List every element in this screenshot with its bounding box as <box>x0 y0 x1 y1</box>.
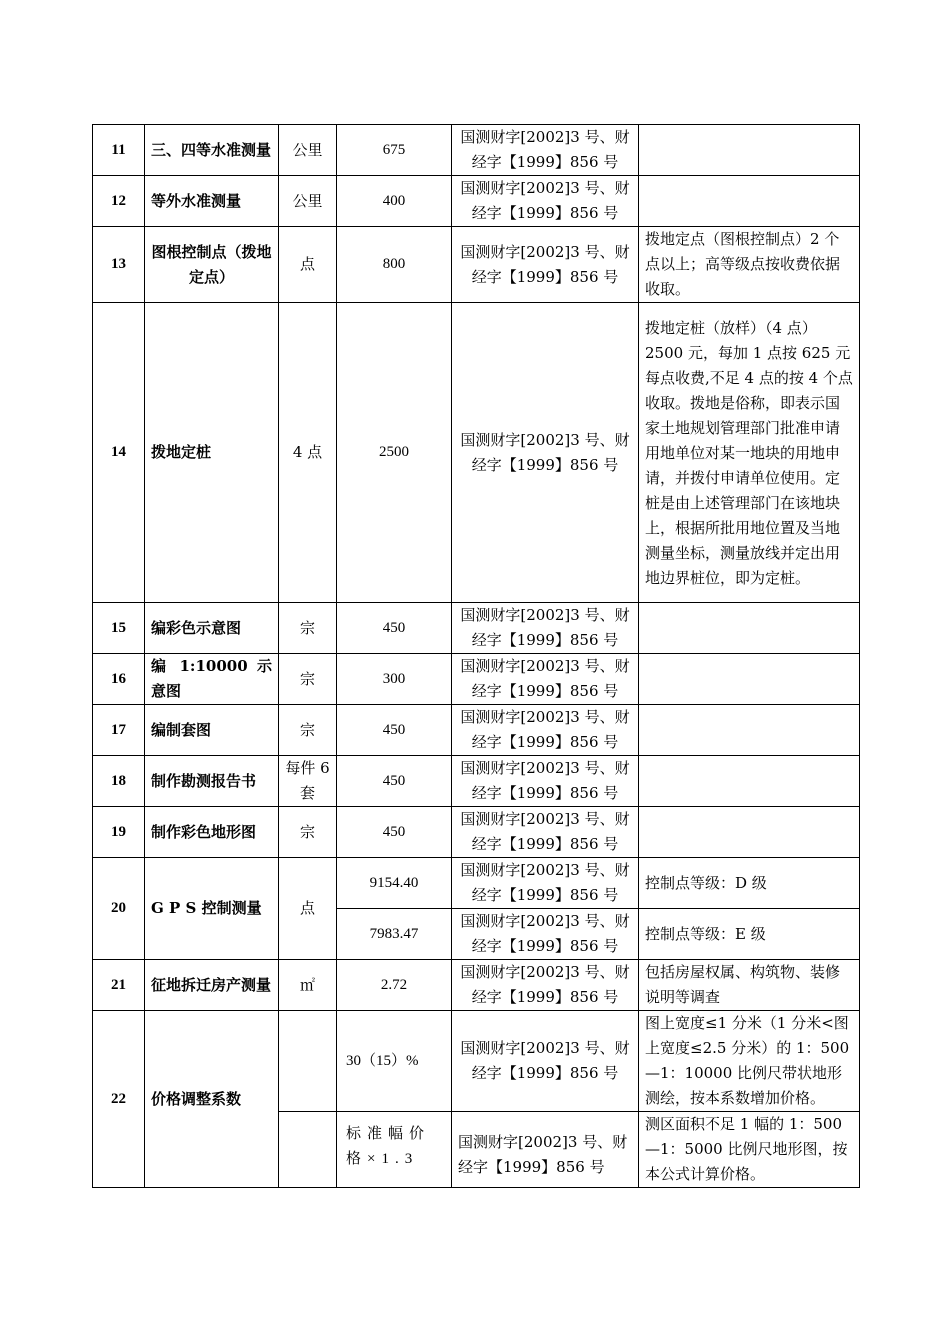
row-number: 20 <box>93 858 145 960</box>
unit: 宗 <box>279 603 337 654</box>
item-name: 图根控制点（拨地定点） <box>145 227 279 303</box>
price: 400 <box>337 176 452 227</box>
note: 控制点等级：E 级 <box>639 909 860 960</box>
row-number: 18 <box>93 756 145 807</box>
row-number: 22 <box>93 1011 145 1188</box>
price: 450 <box>337 756 452 807</box>
note <box>639 176 860 227</box>
unit: 宗 <box>279 654 337 705</box>
table-row <box>93 603 860 654</box>
item-name: G P S 控制测量 <box>145 858 279 960</box>
row-number: 19 <box>93 807 145 858</box>
note <box>639 654 860 705</box>
price: 675 <box>337 125 452 176</box>
table-row <box>93 227 860 303</box>
fee-basis: 国测财字[2002]3 号、财经字【1999】856 号 <box>452 1011 639 1112</box>
price: 2500 <box>337 303 452 603</box>
row-number: 12 <box>93 176 145 227</box>
unit: ㎡ <box>279 960 337 1011</box>
note: 拨地定点（图根控制点）2 个点以上；高等级点按收费依据收取。 <box>639 227 860 303</box>
item-name: 制作彩色地形图 <box>145 807 279 858</box>
fee-basis: 国测财字[2002]3 号、财经字【1999】856 号 <box>452 603 639 654</box>
note <box>639 705 860 756</box>
item-name: 价格调整系数 <box>145 1011 279 1188</box>
unit: 宗 <box>279 705 337 756</box>
note: 包括房屋权属、构筑物、装修说明等调查 <box>639 960 860 1011</box>
item-name: 等外水准测量 <box>145 176 279 227</box>
unit <box>279 1011 337 1112</box>
fee-basis: 国测财字[2002]3 号、财经字【1999】856 号 <box>452 227 639 303</box>
fee-basis: 国测财字[2002]3 号、财经字【1999】856 号 <box>452 807 639 858</box>
note: 拨地定桩（放样）（4 点）2500 元，每加 1 点按 625 元每点收费,不足 4 点的按 4 个点收取。拨地是俗称，即表示国家土地规划管理部门批准申请用地单位对某一地块的用地申请，并拨付申请单位使用。定桩是由上述管理部门在该地块上，根据所批用地位置及当地测量坐标，测量放线并定出用地边界桩位，即为定桩。 <box>639 303 860 603</box>
table-row <box>93 960 860 1011</box>
price: 30（15）% <box>337 1011 452 1112</box>
item-name: 制作勘测报告书 <box>145 756 279 807</box>
note <box>639 603 860 654</box>
row-number: 17 <box>93 705 145 756</box>
unit: 公里 <box>279 176 337 227</box>
fee-basis: 国测财字[2002]3 号、财经字【1999】856 号 <box>452 303 639 603</box>
note <box>639 125 860 176</box>
table-row <box>93 756 860 807</box>
item-name: 三、四等水准测量 <box>145 125 279 176</box>
price: 450 <box>337 807 452 858</box>
unit <box>279 1112 337 1188</box>
price: 800 <box>337 227 452 303</box>
fee-basis: 国测财字[2002]3 号、财经字【1999】856 号 <box>452 1112 639 1188</box>
table-row <box>93 858 860 909</box>
fee-basis: 国测财字[2002]3 号、财经字【1999】856 号 <box>452 960 639 1011</box>
row-number: 16 <box>93 654 145 705</box>
fee-basis: 国测财字[2002]3 号、财经字【1999】856 号 <box>452 909 639 960</box>
price: 2.72 <box>337 960 452 1011</box>
item-name: 编制套图 <box>145 705 279 756</box>
note <box>639 756 860 807</box>
unit: 4 点 <box>279 303 337 603</box>
item-name: 编 1:10000 示意图 <box>145 654 279 705</box>
price: 450 <box>337 603 452 654</box>
price: 7983.47 <box>337 909 452 960</box>
fee-basis: 国测财字[2002]3 号、财经字【1999】856 号 <box>452 125 639 176</box>
price: 300 <box>337 654 452 705</box>
table-row <box>93 1011 860 1112</box>
table-row <box>93 807 860 858</box>
note: 图上宽度≤1 分米（1 分米<图上宽度≤2.5 分米）的 1：500—1：10000 比例尺带状地形测绘，按本系数增加价格。 <box>639 1011 860 1112</box>
table-row <box>93 176 860 227</box>
row-number: 13 <box>93 227 145 303</box>
price: 450 <box>337 705 452 756</box>
row-number: 21 <box>93 960 145 1011</box>
table-row <box>93 705 860 756</box>
table-row <box>93 654 860 705</box>
note <box>639 807 860 858</box>
unit: 点 <box>279 227 337 303</box>
table-row <box>93 125 860 176</box>
price: 9154.40 <box>337 858 452 909</box>
row-number: 15 <box>93 603 145 654</box>
fee-basis: 国测财字[2002]3 号、财经字【1999】856 号 <box>452 705 639 756</box>
note: 控制点等级：D 级 <box>639 858 860 909</box>
fee-table <box>92 124 860 1188</box>
unit: 点 <box>279 858 337 960</box>
item-name: 拨地定桩 <box>145 303 279 603</box>
fee-basis: 国测财字[2002]3 号、财经字【1999】856 号 <box>452 176 639 227</box>
table-row <box>93 303 860 603</box>
unit: 宗 <box>279 807 337 858</box>
note: 测区面积不足 1 幅的 1：500—1：5000 比例尺地形图，按本公式计算价格。 <box>639 1112 860 1188</box>
unit: 公里 <box>279 125 337 176</box>
price: 标准幅价格×1.3 <box>337 1112 452 1188</box>
row-number: 11 <box>93 125 145 176</box>
fee-basis: 国测财字[2002]3 号、财经字【1999】856 号 <box>452 654 639 705</box>
unit: 每件 6 套 <box>279 756 337 807</box>
item-name: 征地拆迁房产测量 <box>145 960 279 1011</box>
fee-basis: 国测财字[2002]3 号、财经字【1999】856 号 <box>452 756 639 807</box>
fee-basis: 国测财字[2002]3 号、财经字【1999】856 号 <box>452 858 639 909</box>
row-number: 14 <box>93 303 145 603</box>
item-name: 编彩色示意图 <box>145 603 279 654</box>
